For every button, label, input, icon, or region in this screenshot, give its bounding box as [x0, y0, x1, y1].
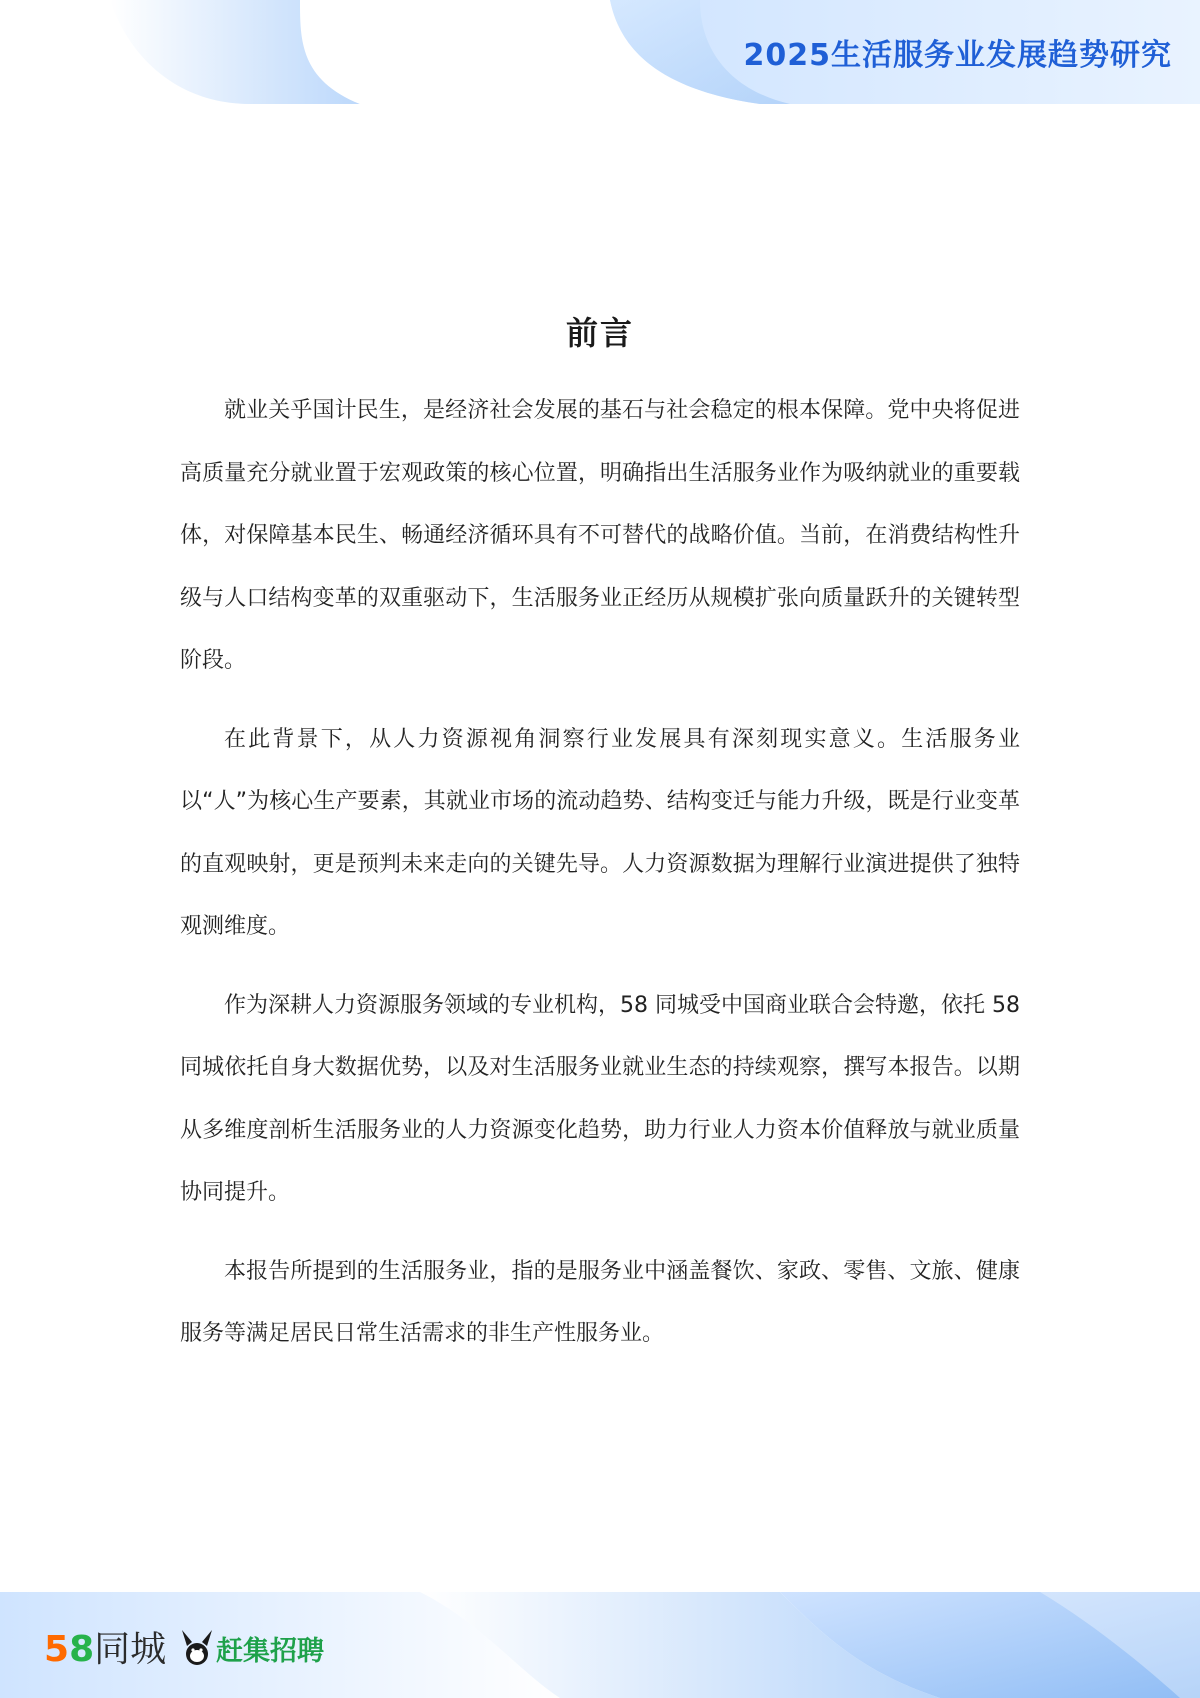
logo-ganji-zhaopin: 赶集招聘 — [180, 1622, 324, 1674]
report-title: 2025生活服务业发展趋势研究 — [743, 38, 1172, 73]
logo-58-tongcheng: 58同城 — [44, 1629, 167, 1670]
page-title: 前言 — [565, 314, 634, 352]
donkey-mascot-icon — [180, 1628, 214, 1668]
document-body — [180, 308, 1020, 1382]
paragraph-4: 本报告所提到的生活服务业，指的是服务业中涵盖餐饮、家政、零售、文旅、健康服务等满足居民日常生活需求的非生产性服务业。 — [180, 1258, 1020, 1346]
paragraph-3: 作为深耕人力资源服务领域的专业机构，58 同城受中国商业联合会特邀，依托 58 同城依托自身大数据优势，以及对生活服务业就业生态的持续观察，撰写本报告。以期从多维度剖析生活服务业的人力资源变化趋势，助力行业人力资本价值释放与就业质量协同提升。 — [180, 992, 1020, 1205]
paragraph-2: 在此背景下，从人力资源视角洞察行业发展具有深刻现实意义。生活服务业以“人”为核心生产要素，其就业市场的流动趋势、结构变迁与能力升级，既是行业变革的直观映射，更是预判未来走向的关键先导。人力资源数据为理解行业演进提供了独特观测维度。 — [180, 726, 1020, 939]
header-band — [0, 0, 1200, 104]
paragraph-1: 就业关乎国计民生，是经济社会发展的基石与社会稳定的根本保障。党中央将促进高质量充分就业置于宏观政策的核心位置，明确指出生活服务业作为吸纳就业的重要载体，对保障基本民生、畅通经济循环具有不可替代的战略价值。当前，在消费结构性升级与人口结构变革的双重驱动下，生活服务业正经历从规模扩张向质量跃升的关键转型阶段。 — [180, 398, 1020, 673]
